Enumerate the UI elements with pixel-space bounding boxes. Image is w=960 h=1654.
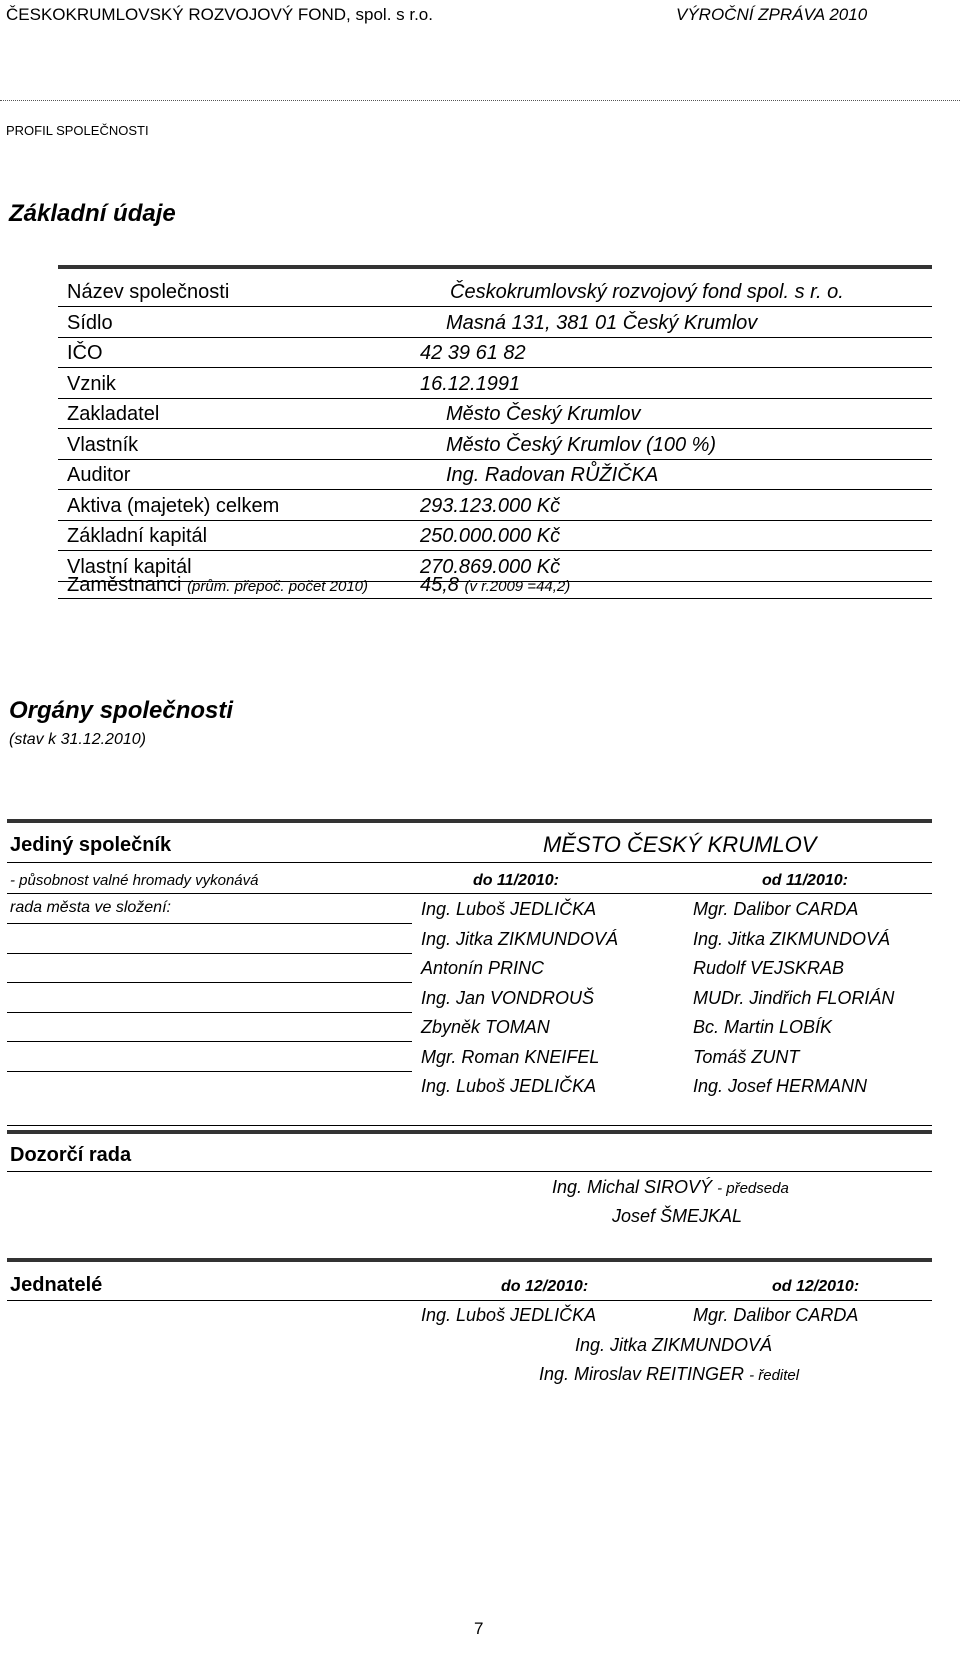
employees-label-note: (prům. přepoč. počet 2010)	[187, 578, 368, 595]
executive-director-name: Ing. Miroslav REITINGER	[539, 1364, 745, 1384]
council-member-after: Bc. Martin LOBÍK	[693, 1017, 833, 1037]
council-member-before: Antonín PRINC	[421, 958, 545, 978]
council-member-after: Ing. Josef HERMANN	[693, 1076, 868, 1096]
basic-row-label: Vznik	[67, 372, 116, 395]
council-member-after: Tomáš ZUNT	[693, 1046, 800, 1067]
shareholder-label: Jediný společník	[10, 834, 172, 856]
executive-shared: Ing. Jitka ZIKMUNDOVÁ	[575, 1335, 773, 1355]
basic-row-value: Město Český Krumlov (100 %)	[446, 433, 717, 456]
council-left-rule	[7, 982, 412, 983]
supervisory-rule	[7, 1171, 932, 1172]
basic-row-value: 250.000.000 Kč	[420, 525, 561, 547]
executives-label: Jednatelé	[10, 1274, 103, 1296]
basic-row-value: 293.123.000 Kč	[420, 494, 561, 517]
council-member-before: Zbyněk TOMAN	[421, 1017, 550, 1037]
basic-row-value: Ing. Radovan RŮŽIČKA	[446, 464, 659, 486]
basic-row-label: Auditor	[67, 464, 131, 486]
basic-info-title: Základní údaje	[9, 200, 176, 227]
council-member-before: Ing. Jan VONDROUŠ	[421, 987, 595, 1008]
employees-value	[420, 574, 570, 597]
executive-before: Ing. Luboš JEDLIČKA	[421, 1305, 597, 1325]
section-label: PROFIL SPOLEČNOSTI	[6, 123, 149, 138]
supervisory-label: Dozorčí rada	[10, 1144, 132, 1166]
council-before-heading: do 11/2010:	[473, 872, 559, 889]
executive-director	[539, 1364, 799, 1385]
basic-row-label: Název společnosti	[67, 281, 230, 303]
executive-after: Mgr. Dalibor CARDA	[693, 1305, 859, 1325]
basic-row-label: Zakladatel	[67, 403, 160, 425]
basic-row-label: Sídlo	[67, 311, 113, 334]
basic-row-value: Město Český Krumlov	[446, 403, 641, 425]
employees-label	[67, 574, 368, 597]
supervisory-chair	[552, 1177, 789, 1198]
employees-row-rule	[58, 598, 932, 599]
supervisory-top-rule	[7, 1130, 932, 1134]
council-left-rule	[7, 1012, 412, 1013]
council-left-rule	[7, 923, 412, 924]
shareholder-value: MĚSTO ČESKÝ KRUMLOV	[543, 832, 817, 857]
report-header-title: VÝROČNÍ ZPRÁVA 2010	[676, 5, 868, 24]
basic-table-top-rule	[58, 265, 932, 269]
council-left-rule	[7, 953, 412, 954]
organs-title: Orgány společnosti	[9, 697, 234, 724]
executives-after-heading: od 12/2010:	[772, 1278, 860, 1295]
shareholder-note: - působnost valné hromady vykonává	[10, 872, 259, 889]
council-bottom-rule	[7, 1125, 932, 1126]
council-label: rada města ve složení:	[10, 899, 171, 916]
council-member-before: Mgr. Roman KNEIFEL	[421, 1046, 600, 1067]
basic-row-value: 42 39 61 82	[420, 342, 526, 364]
council-member-before: Ing. Jitka ZIKMUNDOVÁ	[421, 928, 619, 949]
council-left-rule	[7, 1071, 412, 1072]
basic-row-rule	[58, 337, 932, 338]
basic-row-value: 270.869.000 Kč	[420, 555, 561, 578]
employees-value-text: 45,8	[420, 574, 459, 596]
basic-row-rule	[58, 489, 932, 490]
executives-rule	[7, 1300, 932, 1301]
council-heading-rule	[7, 893, 932, 894]
employees-label-text: Zaměstnanci	[67, 574, 182, 596]
page-number: 7	[474, 1619, 484, 1638]
council-member-before: Ing. Luboš JEDLIČKA	[421, 899, 597, 919]
basic-row-rule	[58, 520, 932, 521]
basic-row-label: Vlastník	[67, 433, 139, 456]
shareholder-rule	[7, 862, 932, 863]
council-member-after: Rudolf VEJSKRAB	[693, 958, 845, 978]
organs-subtitle: (stav k 31.12.2010)	[9, 731, 146, 748]
basic-row-label: Základní kapitál	[67, 525, 208, 547]
executives-top-rule	[7, 1258, 932, 1262]
basic-row-value: Českokrumlovský rozvojový fond spol. s r. o.	[450, 281, 844, 303]
council-member-after: Ing. Jitka ZIKMUNDOVÁ	[693, 928, 891, 949]
basic-row-label: Vlastní kapitál	[67, 555, 192, 578]
supervisory-member: Josef ŠMEJKAL	[612, 1206, 743, 1226]
basic-row-value: Masná 131, 381 01 Český Krumlov	[446, 311, 758, 334]
basic-row-value: 16.12.1991	[420, 372, 521, 395]
council-after-heading: od 11/2010:	[762, 872, 848, 889]
council-member-after: Mgr. Dalibor CARDA	[693, 899, 859, 919]
report-header-company: ČESKOKRUMLOVSKÝ ROZVOJOVÝ FOND, spol. s r.o.	[6, 5, 433, 24]
basic-row-rule	[58, 398, 932, 399]
council-member-before: Ing. Luboš JEDLIČKA	[421, 1076, 597, 1096]
basic-row-rule	[58, 550, 932, 551]
supervisory-chair-role: - předseda	[717, 1180, 789, 1197]
executives-before-heading: do 12/2010:	[501, 1278, 589, 1295]
basic-row-rule	[58, 428, 932, 429]
council-member-after: MUDr. Jindřich FLORIÁN	[693, 987, 895, 1008]
basic-row-label: IČO	[67, 342, 103, 364]
basic-row-rule	[58, 306, 932, 307]
council-left-rule	[7, 1041, 412, 1042]
employees-value-note: (v r.2009 =44,2)	[464, 578, 571, 595]
header-divider	[0, 100, 960, 101]
shareholder-top-rule	[7, 819, 932, 823]
basic-row-label: Aktiva (majetek) celkem	[67, 494, 280, 517]
basic-row-rule	[58, 459, 932, 460]
supervisory-chair-name: Ing. Michal SIROVÝ	[552, 1177, 713, 1197]
executive-director-role: - ředitel	[749, 1367, 800, 1384]
basic-row-rule	[58, 367, 932, 368]
